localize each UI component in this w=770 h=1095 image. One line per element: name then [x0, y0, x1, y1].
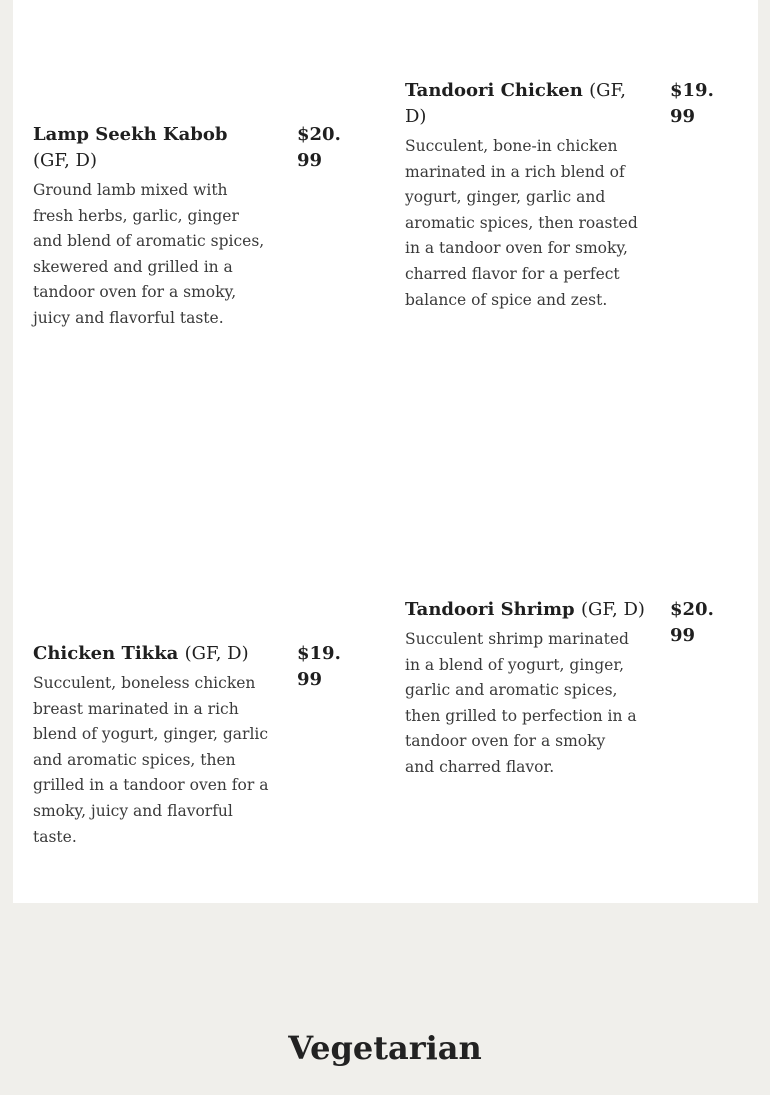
- menu-item-title: [405, 78, 645, 130]
- menu-item-description: Ground lamb mixed with fresh herbs, garlic, ginger and blend of aromatic spices, skewered and grilled in a tandoor oven for a smoky, juicy and flavorful taste.: [33, 181, 265, 327]
- menu-item-tandoori-chicken: [405, 78, 735, 313]
- menu-item-tags: (GF, D): [580, 599, 645, 620]
- menu-item-name: Lamp Seekh Kabob: [33, 124, 228, 145]
- menu-item-title: [405, 597, 645, 623]
- menu-item-title: [33, 641, 265, 667]
- menu-item-price: $20.99: [297, 124, 341, 171]
- menu-item-price: $19.99: [670, 80, 714, 127]
- menu-item-lamb-seekh-kabob: [33, 122, 363, 332]
- menu-item-tags: (GF, D): [405, 80, 626, 127]
- menu-item-price: $20.99: [670, 599, 714, 646]
- menu-item-description: Succulent shrimp marinated in a blend of yogurt, ginger, garlic and aromatic spices, then grilled to perfection in a tandoor oven for a smoky and charred flavor.: [405, 630, 637, 776]
- menu-item-price: $19.99: [297, 643, 341, 690]
- menu-item-title: [33, 122, 258, 174]
- menu-item-name: Tandoori Shrimp: [405, 599, 575, 620]
- section-title-vegetarian: Vegetarian: [288, 1029, 482, 1067]
- menu-item-description: Succulent, bone-in chicken marinated in a rich blend of yogurt, ginger, garlic and aromatic spices, then roasted in a tandoor oven for smoky, charred flavor for a perfect balance of spice and zest.: [405, 137, 638, 309]
- menu-item-name: Chicken Tikka: [33, 643, 179, 664]
- menu-item-tags: (GF, D): [184, 643, 249, 664]
- menu-item-description: Succulent, boneless chicken breast marinated in a rich blend of yogurt, ginger, garlic and aromatic spices, then grilled in a tandoor oven for a smoky, juicy and flavorful taste.: [33, 674, 269, 846]
- menu-item-chicken-tikka: [33, 641, 363, 850]
- menu-item-name: Tandoori Chicken: [405, 80, 583, 101]
- menu-item-tandoori-shrimp: [405, 597, 735, 781]
- menu-item-tags: (GF, D): [33, 150, 97, 171]
